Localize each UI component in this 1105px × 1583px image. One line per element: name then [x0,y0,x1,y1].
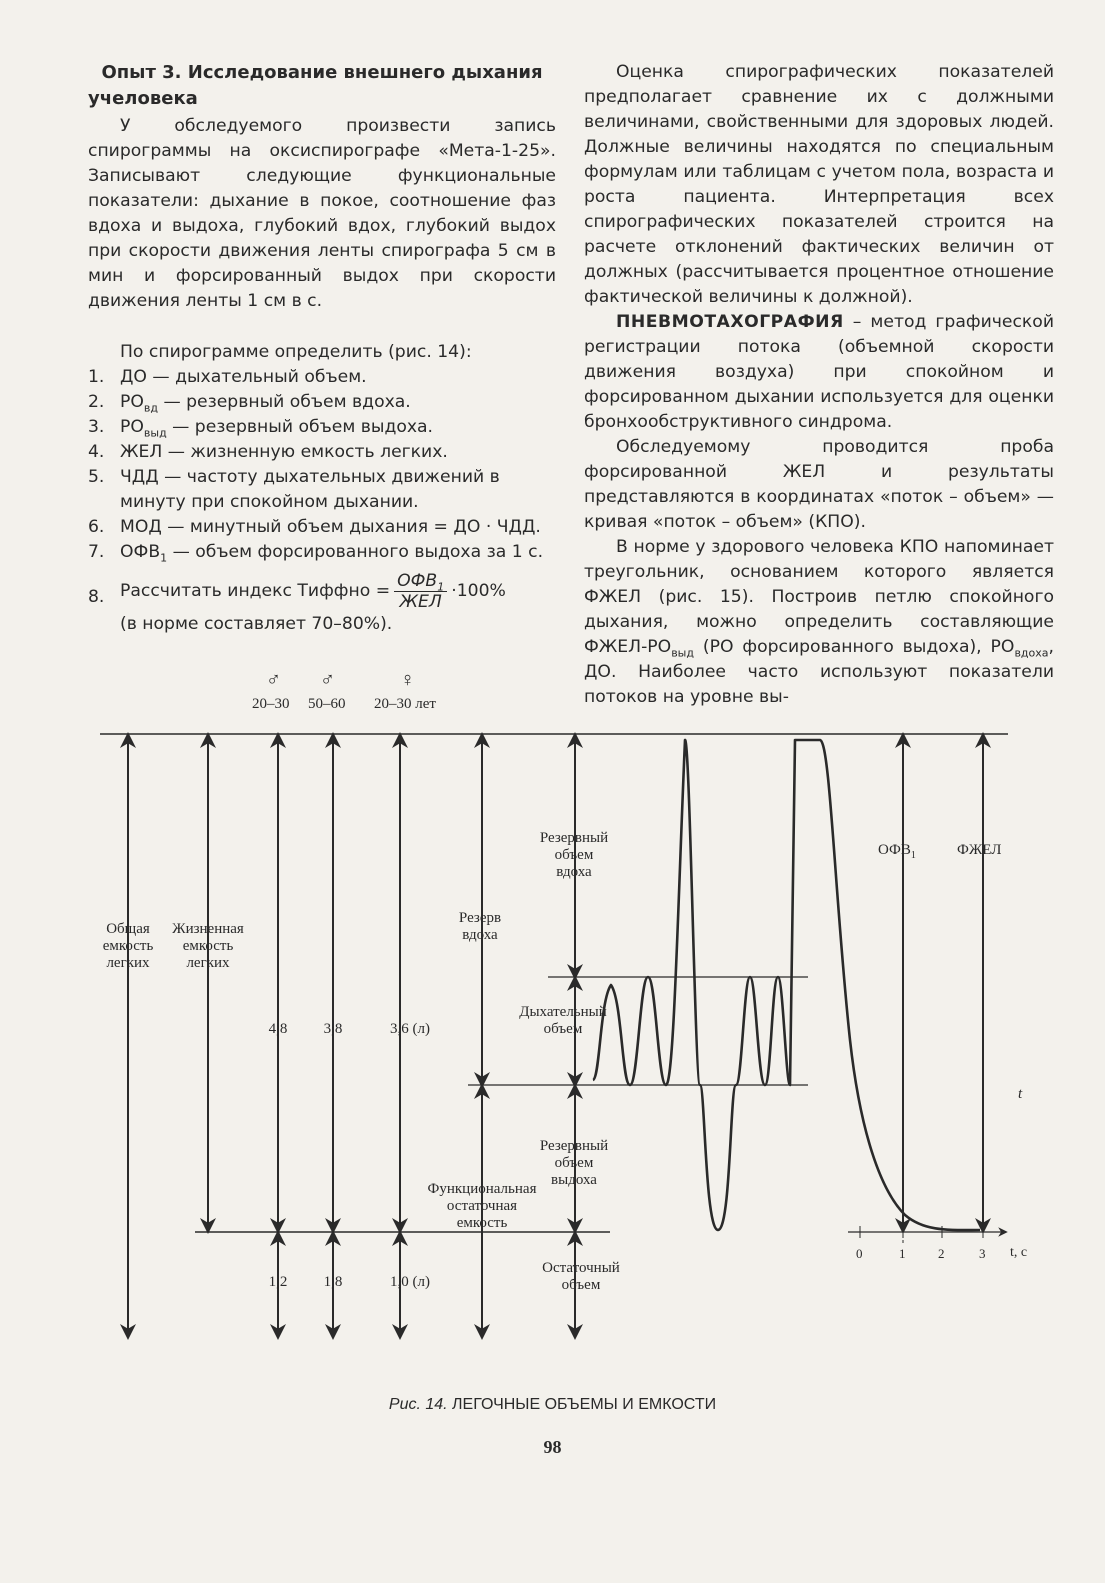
list-item: 2. $РО_{вд}$ — резервный объем вдоха. [88,392,411,415]
svg-text:объем: объем [543,1021,583,1037]
paragraph: Обследуемому проводится проба форсированной ЖЕЛ и результаты представляются в координатах «поток – объем» — кривая «поток – объем» (КПО). [584,437,1054,532]
rv-value-1: 1,2 [268,1274,288,1290]
intro-paragraph: У обследуемого произвести запись спирограммы на оксиспирографе «Мета-1-25». Записывают следующие функциональные показатели: дыхание в покое, соотношение фаз вдоха и выдоха, глубокий вдох, глубокий выдох при скорости движения ленты спирографа 5 см в мин и форсированный выдох при скорости движения ленты 1 см в с. [88,116,556,311]
svg-text:остаточная: остаточная [446,1198,518,1214]
age-3: 20–30 лет [374,696,436,712]
svg-text:емкость: емкость [182,938,234,954]
list-item: 3. $РО_{выд}$ — резервный объем выдоха. [88,417,434,440]
experiment-heading: Опыт 3. Исследование внешнего дыхания учеловека [88,62,543,109]
tiffno-fraction: $\frac{ОФВ_1}{\text{ЖЕЛ}}$ [394,571,447,612]
list-item: 1. ДО — дыхательный объем. [88,367,367,387]
label-reserve-insp: Резервный [539,830,609,846]
vc-value-2: 3,8 [323,1021,343,1037]
tick-label-0: 0 [856,1246,863,1261]
svg-text:емкость: емкость [456,1215,508,1231]
vc-value-3: 3,6 (л) [390,1021,430,1037]
list-item: 7. $ОФВ_1$ — объем форсированного выдоха за 1 с. [88,542,544,565]
paragraph: В норме у здорового человека КПО напоминает треугольник, основанием которого является ФЖЕЛ (рис. 15). Построив петлю спокойного дыхания, можно определить составляющие ФЖЕЛ-$РО_{выд}$ (РО форсированного выдоха), $РО_{вдоха}$, ДО. Наиболее часто используют показатели потоков на уровне вы- [584,537,1054,707]
svg-text:легких: легких [186,955,230,971]
page-number: 98 [543,1437,562,1457]
paragraph: ПНЕВМОТАХОГРАФИЯ – метод графической регистрации потока (объемной скорости движения воздуха) при спокойном и форсированном дыхании используется для оценки бронхообструктивного синдрома. [584,312,1054,432]
svg-text:выдоха: выдоха [551,1172,597,1188]
tick-label-3: 3 [979,1246,986,1261]
label-reserve-insp-short: Резерв [458,910,502,926]
tick-label-2: 2 [938,1246,945,1261]
list-intro: По спирограмме определить (рис. 14): [120,342,472,362]
label-vital: Жизненная [172,921,244,937]
sex-male-2: ♂ [320,669,335,691]
label-residual: Остаточный [542,1260,620,1276]
svg-text:легких: легких [106,955,150,971]
vc-value-1: 4,8 [268,1021,288,1037]
rv-value-3: 1,0 (л) [390,1274,430,1290]
svg-text:вдоха: вдоха [462,927,498,943]
sex-female: ♀ [400,669,415,691]
axis-t-label: t, с [1010,1245,1028,1260]
tick-label-1: 1 [899,1246,906,1261]
svg-text:емкость: емкость [102,938,154,954]
sex-male-1: ♂ [266,669,281,691]
list-item: 5. ЧДД — частоту дыхательных движений в минуту при спокойном дыхании. [88,467,500,512]
label-tidal: Дыхательный [519,1004,607,1020]
label-frc: Функциональная [427,1181,537,1197]
label-fvc: ФЖЕЛ [957,842,1002,858]
rv-value-2: 1,8 [323,1274,343,1290]
list-item: 4. ЖЕЛ — жизненную емкость легких. [88,442,448,462]
spirogram-curve [593,740,980,1230]
svg-text:объем: объем [554,1155,594,1171]
list-item: 6. МОД — минутный объем дыхания = ДО · ЧДД. [88,517,541,537]
svg-text:вдоха: вдоха [556,864,592,880]
age-2: 50–60 [308,696,346,712]
label-reserve-exp: Резервный [539,1138,609,1154]
figure-caption: Рис. 14. ЛЕГОЧНЫЕ ОБЪЕМЫ И ЕМКОСТИ [388,1396,717,1413]
list-item-tiffno: 8. Рассчитать индекс Тиффно = $\frac{ОФВ_1}{\text{ЖЕЛ}}$ ·100% (в норме составляет 70–80%). [88,571,506,634]
age-1: 20–30 [252,696,290,712]
svg-text:объем: объем [561,1277,601,1293]
svg-text:объем: объем [554,847,594,863]
label-total: Общая [106,921,150,937]
label-fev1: $ОФВ_1$ [878,842,916,861]
axis-y-label: t [1018,1086,1023,1102]
paragraph: Оценка спирографических показателей предполагает сравнение их с должными величинами, свойственными для здоровых людей. Должные величины находятся по специальным формулам или таблицам с учетом пола, возраста и роста пациента. Интерпретация всех спирографических показателей строится на расчете отклонений фактических величин от должных (рассчитывается процентное отношение фактической величины к должной). [584,62,1054,307]
